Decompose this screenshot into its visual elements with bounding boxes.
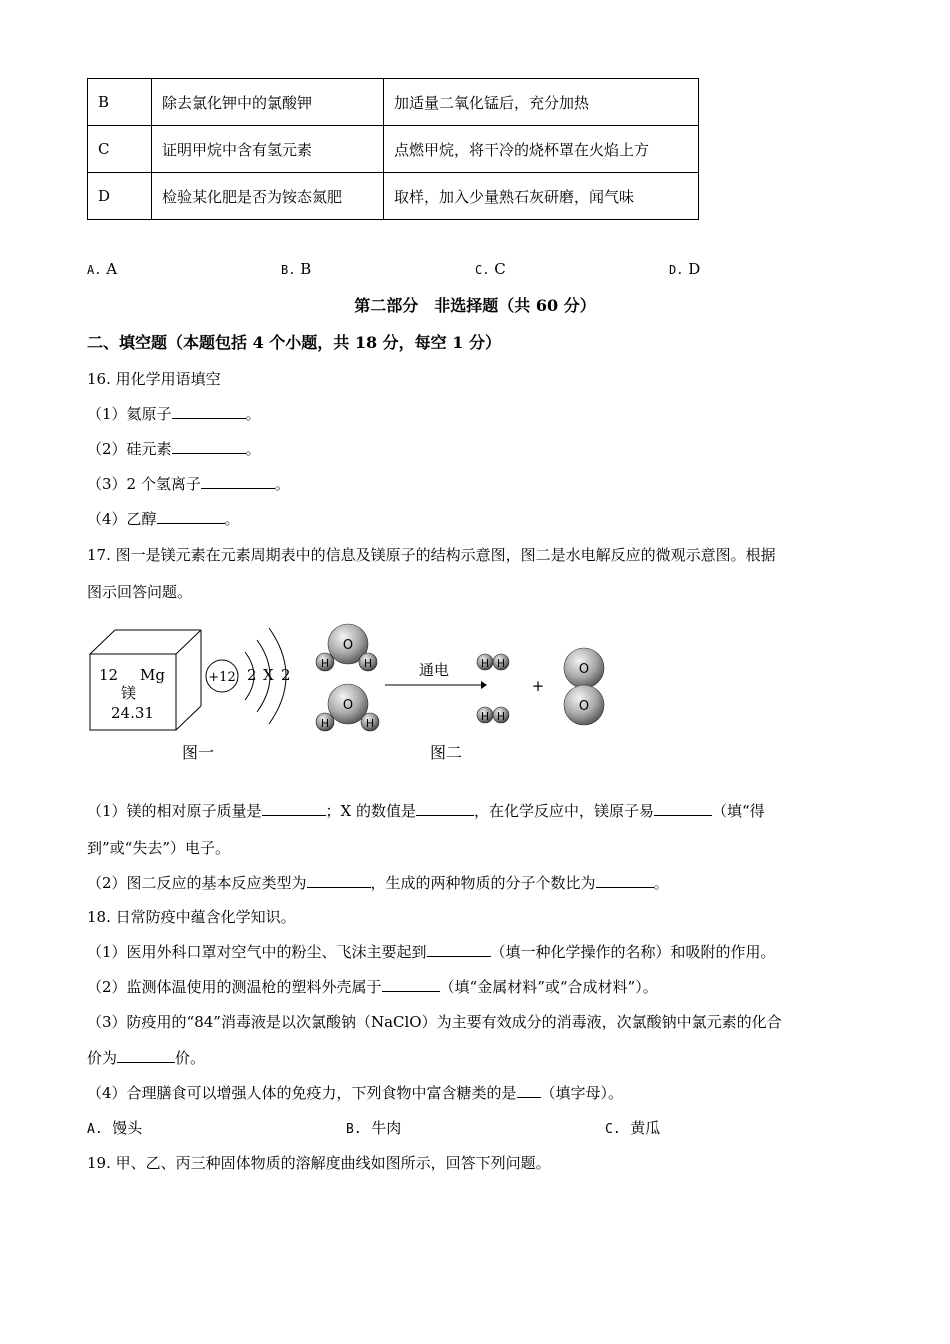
section-title: 二、填空题（本题包括 4 个小题，共 18 分，每空 1 分）	[87, 333, 501, 352]
q18-part-3: （3）防疫用的“84”消毒液是以次氯酸钠（NaClO）为主要有效成分的消毒液，次氯酸钠中氯元素的化合	[87, 1013, 782, 1031]
q16-item-2	[87, 439, 261, 459]
q17-stem-line2: 图示回答问题。	[87, 583, 193, 601]
row-method: 点燃甲烷，将干冷的烧杯罩在火焰上方	[384, 126, 699, 173]
item-end: 。	[245, 405, 261, 423]
fig1-caption: 图一	[181, 743, 215, 762]
answer-blank[interactable]	[654, 801, 712, 816]
choice-value: A	[106, 260, 118, 278]
item-text: （2）硅元素	[87, 440, 172, 458]
q19-stem: 19. 甲、乙、丙三种固体物质的溶解度曲线如图所示，回答下列问题。	[87, 1154, 551, 1172]
row-label: C	[88, 126, 152, 173]
text: （4）合理膳食可以增强人体的免疫力，下列食物中富含糖类的是	[87, 1084, 517, 1102]
shell-3-count: 2	[281, 666, 291, 684]
oxygen-molecule	[564, 648, 604, 725]
hydrogen-label: H	[480, 657, 490, 670]
q17-part-1	[87, 801, 765, 821]
option-key: A.	[87, 1122, 103, 1137]
choice-value: C	[494, 260, 506, 278]
row-purpose: 证明甲烷中含有氢元素	[152, 126, 384, 173]
option-value: 牛肉	[371, 1119, 402, 1137]
q16-item-1	[87, 404, 261, 424]
atomic-mass: 24.31	[111, 704, 154, 722]
choice-key: B.	[281, 263, 296, 277]
text: （1）镁的相对原子质量是	[87, 802, 262, 820]
q18-stem: 18. 日常防疫中蕴含化学知识。	[87, 908, 296, 926]
hydrogen-molecule	[477, 707, 509, 723]
answer-blank[interactable]	[172, 404, 246, 419]
answer-blank[interactable]	[427, 942, 491, 957]
text: 价为	[87, 1049, 118, 1067]
water-molecule	[316, 684, 379, 731]
item-end: 。	[245, 440, 261, 458]
text: 价。	[175, 1049, 206, 1067]
hydrogen-molecule	[477, 654, 509, 670]
row-method: 加适量二氧化锰后，充分加热	[384, 79, 699, 126]
q18-part-4	[87, 1083, 623, 1103]
shell-2-count: X	[263, 666, 274, 684]
q18-part-2	[87, 977, 658, 997]
choice-b[interactable]	[281, 260, 311, 278]
choice-d[interactable]	[669, 260, 700, 278]
q16-item-3	[87, 474, 290, 494]
option-key: B.	[346, 1122, 362, 1137]
arrow-head-icon	[481, 681, 487, 689]
item-text: （4）乙醇	[87, 510, 157, 528]
oxygen-label: O	[578, 662, 590, 677]
choice-key: C.	[475, 263, 490, 277]
text: （填字母）。	[540, 1084, 624, 1102]
q18-part-1	[87, 942, 776, 962]
option-value: 馒头	[112, 1119, 143, 1137]
hydrogen-label: H	[320, 657, 330, 670]
option-value: 黄瓜	[630, 1119, 661, 1137]
text: ；X 的数值是	[325, 802, 416, 820]
part-title: 第二部分 非选择题（共 60 分）	[354, 296, 596, 315]
choice-value: D	[688, 260, 701, 278]
answer-blank[interactable]	[517, 1083, 541, 1098]
atomic-number: 12	[99, 666, 119, 684]
q17-stem-line1: 17. 图一是镁元素在元素周期表中的信息及镁原子的结构示意图，图二是水电解反应的微观示意图。根据	[87, 546, 776, 564]
answer-blank[interactable]	[172, 439, 246, 454]
item-end: 。	[274, 475, 290, 493]
row-purpose: 检验某化肥是否为铵态氮肥	[152, 173, 384, 220]
nucleus-charge: +12	[208, 670, 236, 685]
answer-blank[interactable]	[117, 1048, 175, 1063]
q17-part-1-cont: 到”或“失去”）电子。	[87, 839, 231, 857]
hydrogen-label: H	[480, 710, 490, 723]
row-label: B	[88, 79, 152, 126]
hydrogen-label: H	[496, 657, 506, 670]
text: （2）监测体温使用的测温枪的塑料外壳属于	[87, 978, 382, 996]
item-text: （1）氦原子	[87, 405, 172, 423]
hydrogen-label: H	[363, 657, 373, 670]
text: （2）图二反应的基本反应类型为	[87, 874, 307, 892]
answer-blank[interactable]	[262, 801, 326, 816]
item-end: 。	[224, 510, 240, 528]
text: （填一种化学操作的名称）和吸附的作用。	[490, 943, 776, 961]
q17-part-2	[87, 873, 669, 893]
fig2-caption: 图二	[429, 743, 463, 762]
text: （填“得	[712, 802, 765, 820]
q16-stem: 16. 用化学用语填空	[87, 370, 221, 388]
q18-option-b[interactable]	[346, 1118, 401, 1140]
element-symbol: Mg	[140, 666, 165, 684]
row-purpose: 除去氯化钾中的氯酸钾	[152, 79, 384, 126]
plus-sign: +	[531, 677, 545, 695]
hydrogen-label: H	[496, 710, 506, 723]
answer-blank[interactable]	[307, 873, 371, 888]
arrow-label: 通电	[418, 661, 450, 679]
answer-blank[interactable]	[416, 801, 474, 816]
choice-value: B	[300, 260, 312, 278]
text: ，在化学反应中，镁原子易	[474, 802, 655, 820]
oxygen-label: O	[342, 698, 354, 713]
choice-c[interactable]	[475, 260, 506, 278]
element-name: 镁	[121, 684, 137, 702]
q18-part-3-cont	[87, 1048, 205, 1068]
text: （1）医用外科口罩对空气中的粉尘、飞沫主要起到	[87, 943, 427, 961]
option-key: C.	[605, 1122, 621, 1137]
q18-option-c[interactable]	[605, 1118, 660, 1140]
experiment-table	[87, 78, 699, 220]
table-row	[88, 79, 699, 126]
row-label: D	[88, 173, 152, 220]
row-method: 取样，加入少量熟石灰研磨，闻气味	[384, 173, 699, 220]
figure-area	[85, 612, 625, 772]
text: ，生成的两种物质的分子个数比为	[370, 874, 596, 892]
table-row	[88, 126, 699, 173]
answer-blank[interactable]	[157, 509, 225, 524]
q18-option-a[interactable]	[87, 1118, 142, 1140]
answer-blank[interactable]	[201, 474, 275, 489]
item-text: （3）2 个氢离子	[87, 475, 201, 493]
oxygen-label: O	[578, 699, 590, 714]
table-row	[88, 173, 699, 220]
shell-1-count: 2	[247, 666, 257, 684]
answer-blank[interactable]	[596, 873, 654, 888]
choice-a[interactable]	[87, 260, 117, 278]
water-molecule	[316, 624, 377, 671]
text: 。	[653, 874, 669, 892]
oxygen-label: O	[342, 638, 354, 653]
text: （填“金属材料”或“合成材料”）。	[439, 978, 658, 996]
hydrogen-label: H	[365, 717, 375, 730]
hydrogen-label: H	[320, 717, 330, 730]
choice-key: A.	[87, 263, 102, 277]
choice-key: D.	[669, 263, 684, 277]
answer-blank[interactable]	[382, 977, 440, 992]
q16-item-4	[87, 509, 240, 529]
